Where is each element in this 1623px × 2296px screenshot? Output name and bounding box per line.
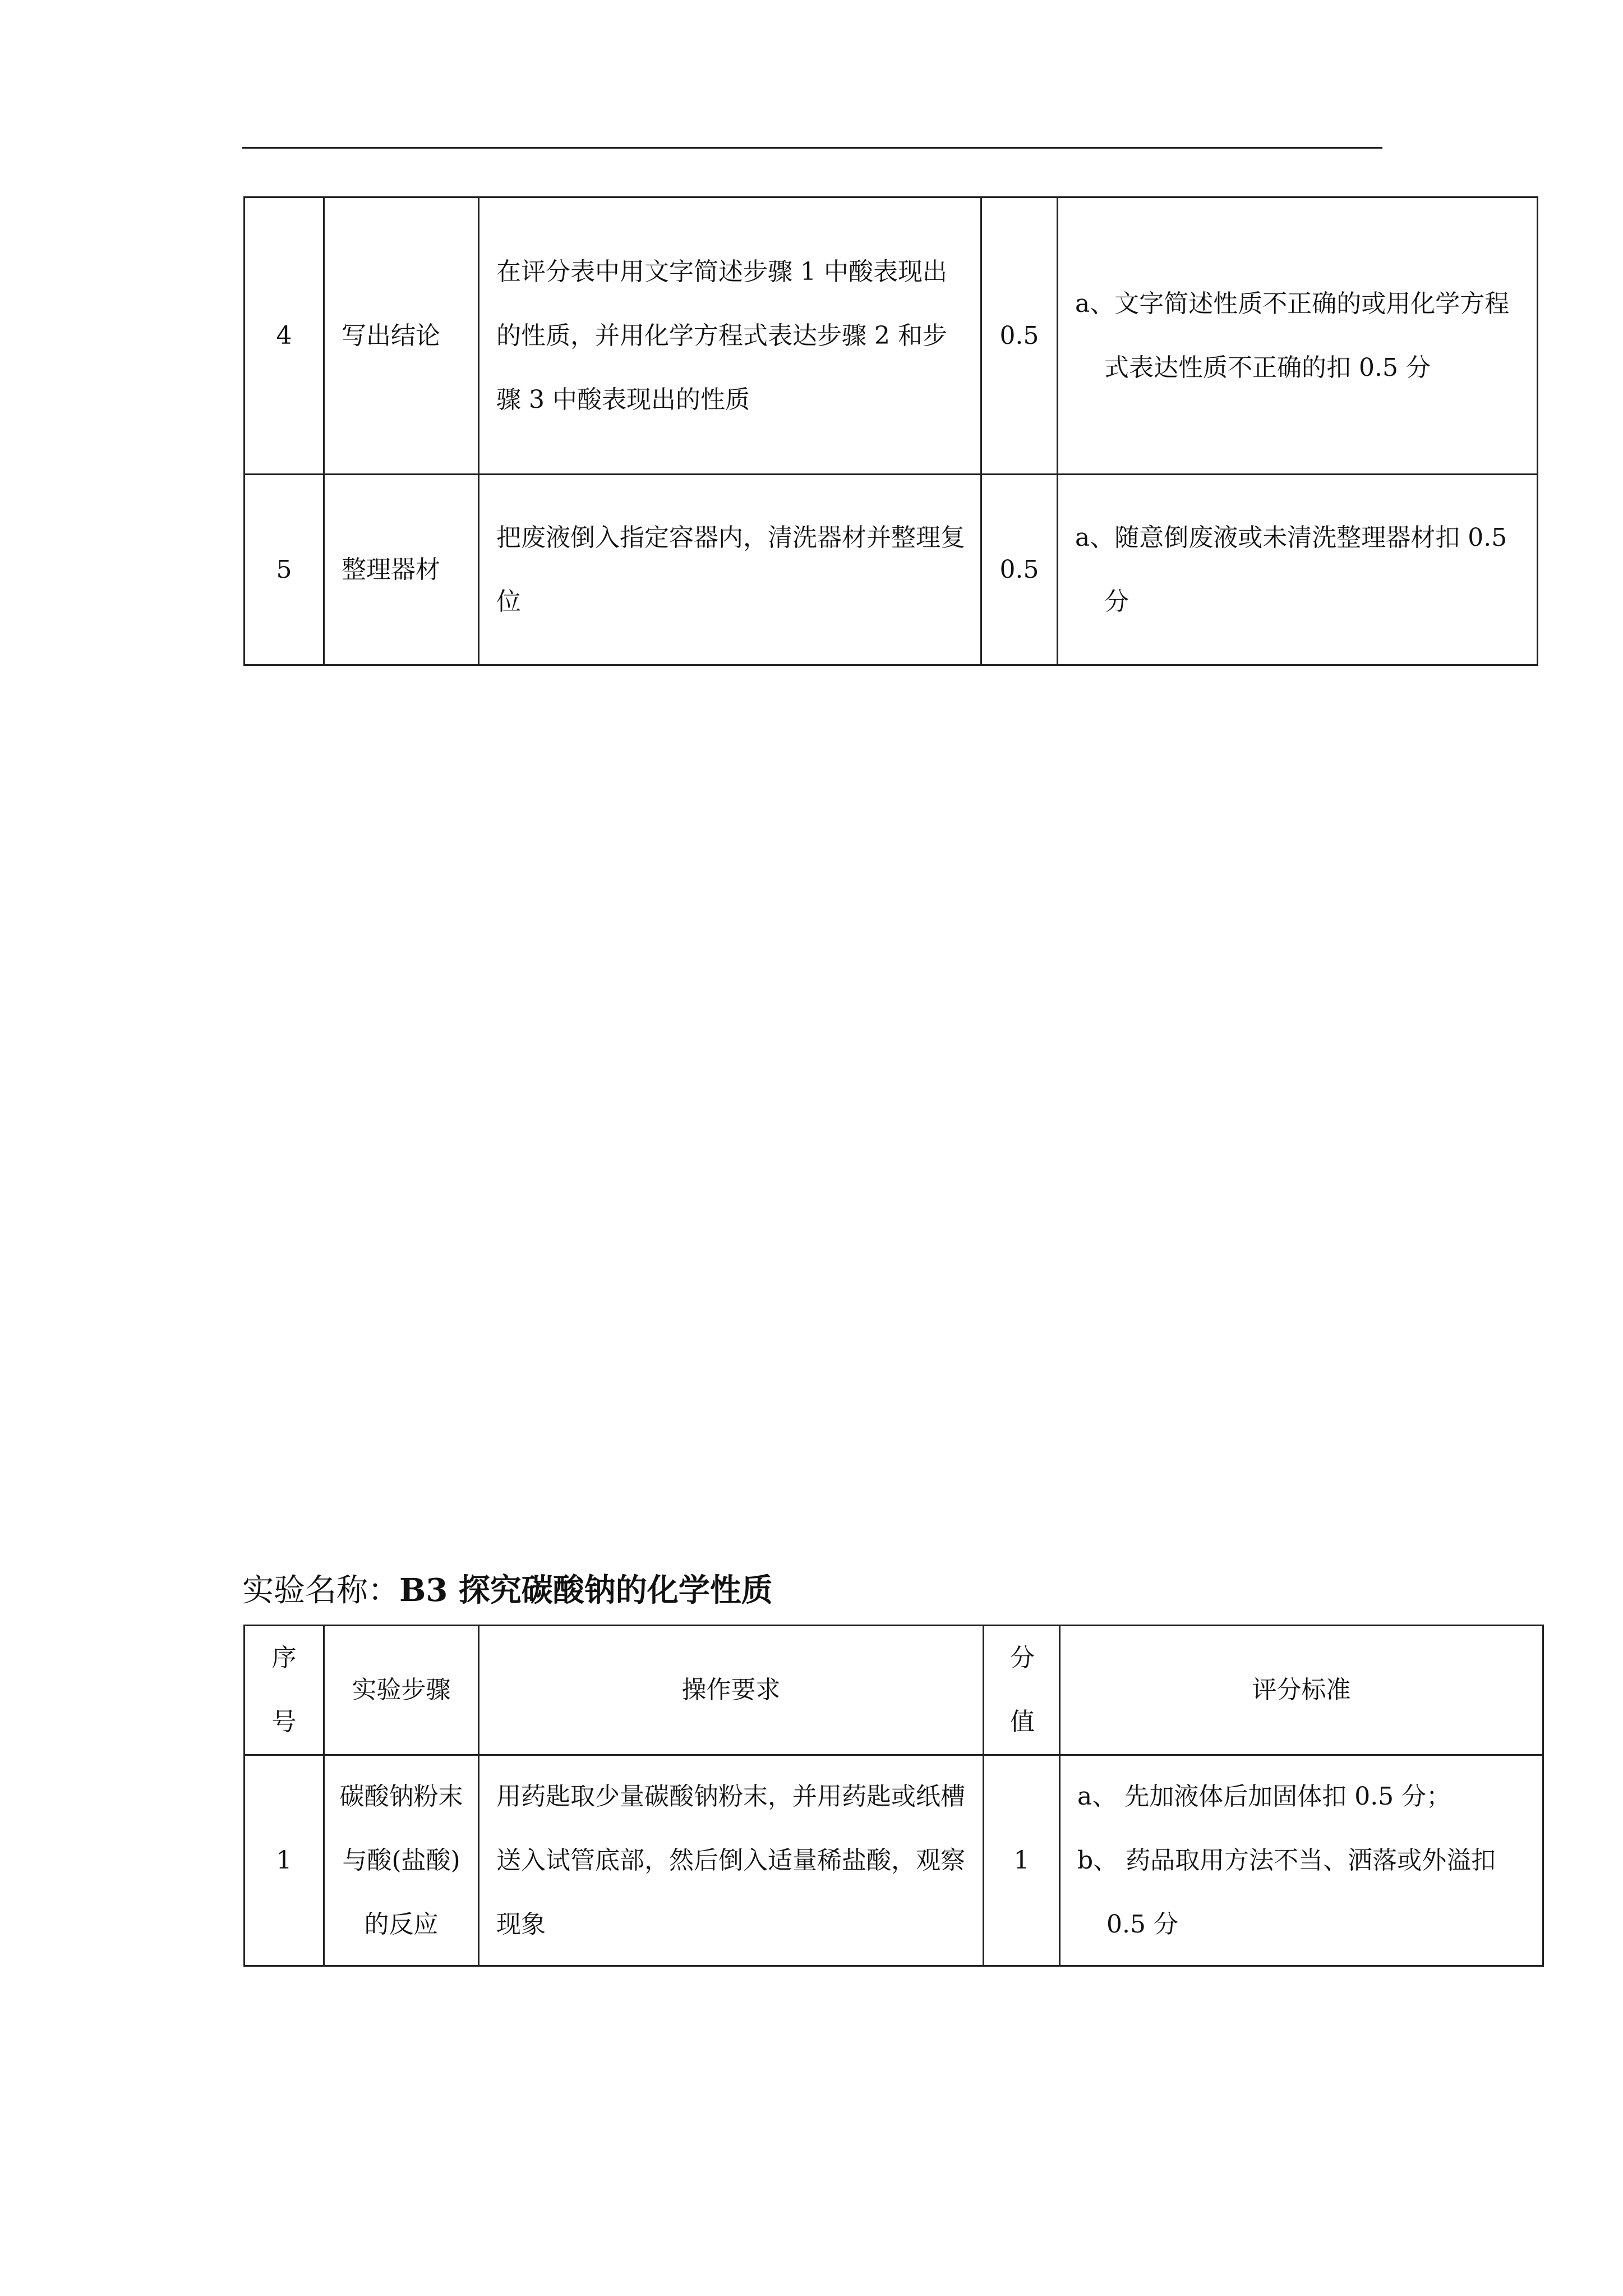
criteria-item: a、随意倒废液或未清洗整理器材扣 0.5 分 — [1075, 523, 1507, 616]
scoring-table-b3 — [243, 1625, 1544, 1967]
scoring-criteria — [1060, 1755, 1543, 1966]
header-criteria: 评分标准 — [1060, 1626, 1543, 1755]
experiment-title — [242, 1565, 773, 1616]
header-score: 分值 — [984, 1626, 1060, 1755]
scoring-criteria — [1058, 475, 1538, 665]
step-name: 写出结论 — [324, 197, 479, 475]
scoring-table-continued — [243, 196, 1538, 666]
table-row — [245, 197, 1538, 475]
header-requirement: 操作要求 — [479, 1626, 984, 1755]
table-header-row — [245, 1626, 1543, 1755]
row-number: 5 — [245, 475, 324, 665]
scoring-criteria — [1058, 197, 1538, 475]
step-name: 碳酸钠粉末与酸(盐酸)的反应 — [324, 1755, 479, 1966]
criteria-item: a、文字简述性质不正确的或用化学方程式表达性质不正确的扣 0.5 分 — [1075, 289, 1510, 382]
row-number: 4 — [245, 197, 324, 475]
table-row — [245, 475, 1538, 665]
score-value: 0.5 — [981, 197, 1058, 475]
operation-requirement: 把废液倒入指定容器内，清洗器材并整理复位 — [479, 475, 981, 665]
criteria-item: a、 先加液体后加固体扣 0.5 分； — [1077, 1782, 1451, 1811]
operation-requirement: 在评分表中用文字简述步骤 1 中酸表现出的性质，并用化学方程式表达步骤 2 和步骤 3 中酸表现出的性质 — [479, 197, 981, 475]
score-value: 0.5 — [981, 475, 1058, 665]
score-value: 1 — [984, 1755, 1060, 1966]
title-main: B3 探究碳酸钠的化学性质 — [399, 1572, 773, 1609]
step-name: 整理器材 — [324, 475, 479, 665]
operation-requirement: 用药匙取少量碳酸钠粉末，并用药匙或纸槽送入试管底部，然后倒入适量稀盐酸，观察现象 — [479, 1755, 984, 1966]
row-number: 1 — [245, 1755, 324, 1966]
header-rule — [242, 147, 1382, 149]
table-row — [245, 1755, 1543, 1966]
header-no: 序号 — [245, 1626, 324, 1755]
header-step: 实验步骤 — [324, 1626, 479, 1755]
title-prefix: 实验名称： — [242, 1572, 399, 1609]
criteria-item: b、 药品取用方法不当、洒落或外溢扣 0.5 分 — [1077, 1846, 1496, 1939]
